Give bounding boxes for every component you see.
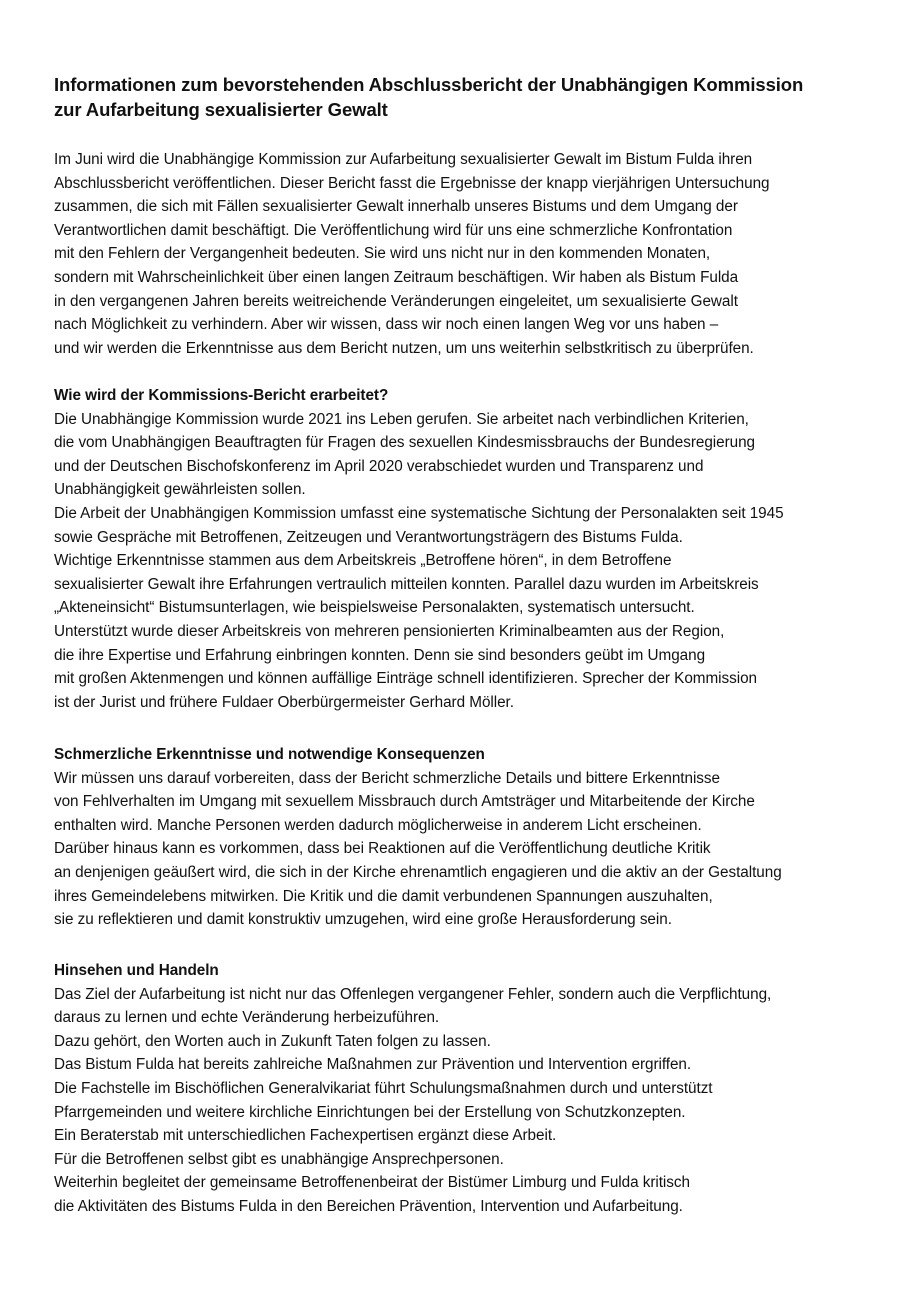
section-schmerzliche-erkenntnisse — [54, 743, 894, 932]
text-line: Weiterhin begleitet der gemeinsame Betroffenenbeirat der Bistümer Limburg und Fulda kritisch — [54, 1174, 690, 1192]
section-heading: Schmerzliche Erkenntnisse und notwendige Konsequenzen — [54, 746, 485, 763]
text-line: daraus zu lernen und echte Veränderung herbeizuführen. — [54, 1009, 440, 1027]
text-line: Darüber hinaus kann es vorkommen, dass bei Reaktionen auf die Veröffentlichung deutliche Kritik — [54, 840, 711, 858]
text-line: zusammen, die sich mit Fällen sexualisierter Gewalt innerhalb unseres Bistums und dem Umgang der — [54, 198, 738, 216]
text-line: Wichtige Erkenntnisse stammen aus dem Arbeitskreis „Betroffene hören“, in dem Betroffene — [54, 552, 672, 570]
text-line: Die Arbeit der Unabhängigen Kommission umfasst eine systematische Sichtung der Personalakten seit 1945 — [54, 504, 784, 522]
text-line: sowie Gespräche mit Betroffenen, Zeitzeugen und Verantwortungsträgern des Bistums Fulda. — [54, 528, 683, 546]
title-line: Informationen zum bevorstehenden Abschlussbericht der Unabhängigen Kommission — [54, 74, 804, 95]
text-line: die vom Unabhängigen Beauftragten für Fragen des sexuellen Kindesmissbrauchs der Bundesregierung — [54, 434, 755, 452]
text-line: Für die Betroffenen selbst gibt es unabhängige Ansprechpersonen. — [54, 1150, 504, 1168]
text-line: Die Unabhängige Kommission wurde 2021 ins Leben gerufen. Sie arbeitet nach verbindlichen Kriterien, — [54, 410, 749, 428]
text-line: Das Bistum Fulda hat bereits zahlreiche Maßnahmen zur Prävention und Intervention ergriffen. — [54, 1056, 692, 1074]
section-heading: Wie wird der Kommissions-Bericht erarbeitet? — [54, 387, 389, 404]
text-line: Dazu gehört, den Worten auch in Zukunft Taten folgen zu lassen. — [54, 1032, 491, 1050]
text-line: die Aktivitäten des Bistums Fulda in den Bereichen Prävention, Intervention und Aufarbeitung. — [54, 1197, 683, 1215]
text-line: Verantwortlichen damit beschäftigt. Die Veröffentlichung wird für uns eine schmerzliche Konfrontation — [54, 221, 733, 239]
text-line: sexualisierter Gewalt ihre Erfahrungen vertraulich mitteilen konnten. Parallel dazu wurden im Arbeitskreis — [54, 575, 759, 593]
text-line: enthalten wird. Manche Personen werden dadurch möglicherweise in anderem Licht erscheinen. — [54, 816, 702, 834]
text-line: in den vergangenen Jahren bereits weitreichende Veränderungen eingeleitet, um sexualisierte Gewalt — [54, 292, 738, 310]
document-title — [54, 72, 884, 122]
text-line: sie zu reflektieren und damit konstruktiv umzugehen, wird eine große Herausforderung sein. — [54, 911, 672, 929]
text-line: Unterstützt wurde dieser Arbeitskreis von mehreren pensionierten Kriminalbeamten aus der Region, — [54, 622, 725, 640]
text-line: Im Juni wird die Unabhängige Kommission zur Aufarbeitung sexualisierter Gewalt im Bistum Fulda ihren — [54, 151, 753, 168]
text-line: Wir müssen uns darauf vorbereiten, dass der Bericht schmerzliche Details und bittere Erkenntnisse — [54, 769, 720, 787]
text-line: Ein Beraterstab mit unterschiedlichen Fachexpertisen ergänzt diese Arbeit. — [54, 1127, 557, 1145]
title-line: zur Aufarbeitung sexualisierter Gewalt — [54, 99, 388, 120]
text-line: ihres Gemeindelebens mitwirken. Die Kritik und die damit verbundenen Spannungen auszuhalten, — [54, 887, 713, 905]
text-line: „Akteneinsicht“ Bistumsunterlagen, wie beispielsweise Personalakten, systematisch untersucht. — [54, 599, 695, 617]
text-line: ist der Jurist und frühere Fuldaer Oberbürgermeister Gerhard Möller. — [54, 693, 514, 711]
text-line: Die Fachstelle im Bischöflichen Generalvikariat führt Schulungsmaßnahmen durch und unterstützt — [54, 1079, 713, 1097]
section-kommissions-bericht — [54, 384, 894, 714]
text-line: und wir werden die Erkenntnisse aus dem Bericht nutzen, um uns weiterhin selbstkritisch zu überprüfen. — [54, 339, 754, 357]
intro-paragraph — [54, 148, 894, 360]
text-line: sondern mit Wahrscheinlichkeit über einen langen Zeitraum beschäftigen. Wir haben als Bistum Fulda — [54, 268, 739, 286]
text-line: von Fehlverhalten im Umgang mit sexuellem Missbrauch durch Amtsträger und Mitarbeitende der Kirche — [54, 793, 755, 811]
text-line: Pfarrgemeinden und weitere kirchliche Einrichtungen bei der Erstellung von Schutzkonzepten. — [54, 1103, 686, 1121]
text-line: an denjenigen geäußert wird, die sich in der Kirche ehrenamtlich engagieren und die aktiv an der Gestaltung — [54, 863, 782, 881]
text-line: mit großen Aktenmengen und können auffällige Einträge schnell identifizieren. Sprecher der Kommission — [54, 670, 757, 688]
text-line: nach Möglichkeit zu verhindern. Aber wir wissen, dass wir noch einen langen Weg vor uns haben – — [54, 316, 719, 334]
section-heading: Hinsehen und Handeln — [54, 962, 219, 979]
section-hinsehen-und-handeln — [54, 959, 894, 1219]
text-line: mit den Fehlern der Vergangenheit bedeuten. Sie wird uns nicht nur in den kommenden Monaten, — [54, 245, 711, 263]
text-line: und der Deutschen Bischofskonferenz im April 2020 verabschiedet wurden und Transparenz und — [54, 457, 704, 475]
text-line: Das Ziel der Aufarbeitung ist nicht nur das Offenlegen vergangener Fehler, sondern auch die Verpflichtung, — [54, 985, 772, 1003]
text-line: die ihre Expertise und Erfahrung einbringen konnten. Denn sie sind besonders geübt im Umgang — [54, 646, 706, 664]
text-line: Abschlussbericht veröffentlichen. Dieser Bericht fasst die Ergebnisse der knapp vierjährigen Untersuchung — [54, 174, 770, 192]
text-line: Unabhängigkeit gewährleisten sollen. — [54, 481, 306, 499]
